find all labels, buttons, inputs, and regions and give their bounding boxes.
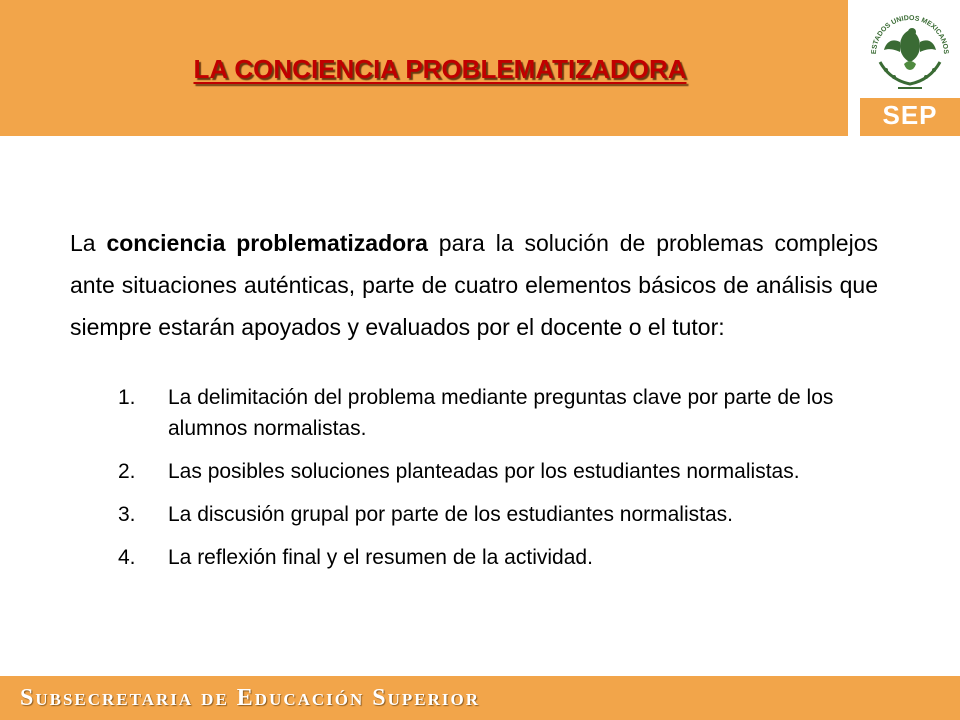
list-item-text: La discusión grupal por parte de los estudiantes normalistas. — [168, 503, 733, 526]
list-item — [118, 382, 898, 444]
footer-text: Subsecretaria de Educación Superior — [20, 685, 481, 711]
list-number: 1. — [118, 386, 136, 409]
header-band — [0, 0, 848, 136]
eagle-seal-icon — [860, 0, 960, 98]
intro-bold-term: conciencia problematizadora — [106, 230, 428, 256]
list-number: 4. — [118, 546, 136, 569]
seal-text: ESTADOS UNIDOS MEXICANOS — [870, 14, 950, 55]
slide-title: LA CONCIENCIA PROBLEMATIZADORA — [193, 54, 687, 84]
sep-logo-text: SEP — [882, 100, 938, 130]
national-seal — [860, 0, 960, 98]
list-item-text: Las posibles soluciones planteadas por los estudiantes normalistas. — [168, 460, 800, 483]
list-item — [118, 542, 898, 573]
intro-paragraph — [70, 222, 878, 348]
list-item-text: La delimitación del problema mediante preguntas clave por parte de los alumnos normalistas. — [168, 386, 834, 440]
intro-prefix: La — [70, 230, 107, 256]
footer-band — [0, 676, 960, 720]
logo-panel — [857, 0, 960, 136]
list-number: 3. — [118, 503, 136, 526]
list-item — [118, 456, 898, 487]
intro-suffix: para la solución de problemas complejos ante situaciones auténticas, parte de cuatro elementos básicos de análisis que siempre estarán apoyados y evaluados por el docente o el tutor: — [70, 230, 878, 340]
list-item — [118, 499, 898, 530]
list-item-text: La reflexión final y el resumen de la actividad. — [168, 546, 593, 569]
elements-list — [118, 382, 898, 585]
list-number: 2. — [118, 460, 136, 483]
